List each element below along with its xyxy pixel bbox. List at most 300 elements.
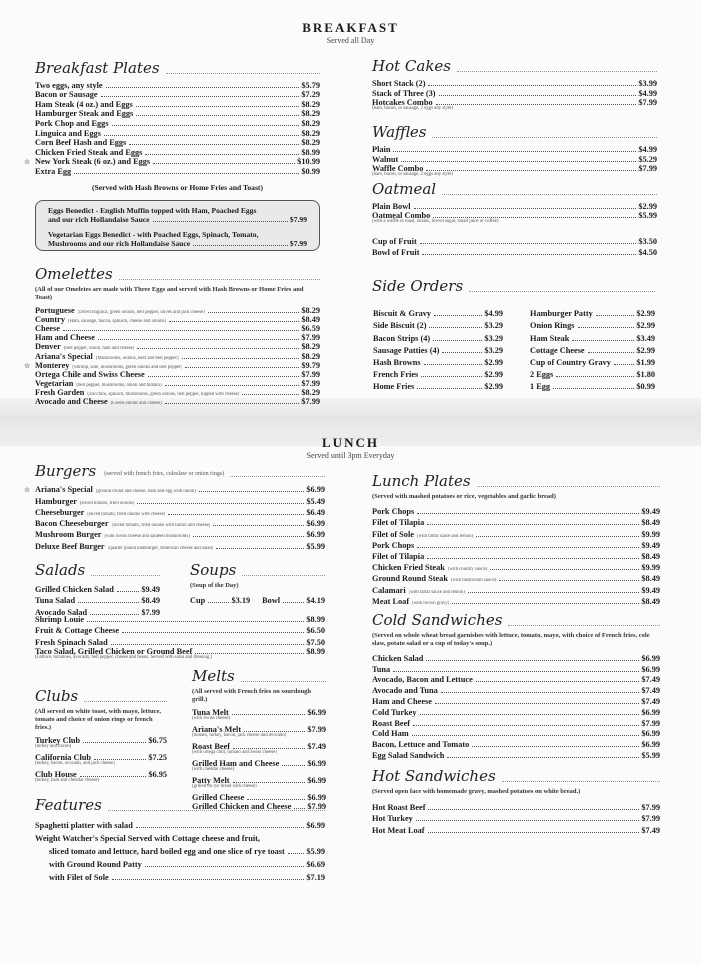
menu-item <box>372 684 660 695</box>
menu-item <box>35 494 325 505</box>
menu-item-name: Cheese <box>35 324 60 334</box>
leader-dots <box>424 364 483 365</box>
menu-item-name: Hamburger Steak and Eggs <box>35 109 134 119</box>
leader-dots <box>216 548 304 549</box>
menu-item-price: $8.49 <box>641 574 660 584</box>
menu-item-name: Filet of Tilapia <box>372 551 425 561</box>
menu-item-price: $8.99 <box>301 147 320 157</box>
menu-item-name: Cottage Cheese <box>530 345 585 355</box>
menu-item-price: $6.99 <box>306 519 325 529</box>
menu-item-name: Short Stack (2) <box>372 79 426 88</box>
title-rule <box>241 681 326 682</box>
menu-item <box>35 324 320 333</box>
menu-item <box>373 343 503 355</box>
leader-dots <box>556 376 634 377</box>
menu-item-description: (with Swiss cheese) <box>192 716 231 721</box>
menu-item <box>35 528 325 539</box>
leader-dots <box>112 879 305 880</box>
menu-item-description: (tomato, turkey, bacon, jack cheese and avocado) <box>192 733 287 738</box>
section-title-text: Side Orders <box>372 277 464 295</box>
menu-item-description: (with tartar sauce and lemon) <box>408 589 465 595</box>
menu-item-name: Linguica and Eggs <box>35 128 101 138</box>
section-title-text: Hot Sandwiches <box>372 767 496 785</box>
menu-item-name: Fresh Spinach Salad <box>35 637 108 647</box>
menu-item-name: Tuna Melt <box>192 708 229 717</box>
menu-item <box>24 483 325 495</box>
menu-item <box>372 235 657 246</box>
menu-item <box>530 343 655 355</box>
menu-item-price: $9.49 <box>641 585 660 595</box>
section-hot-sandwiches <box>372 768 660 835</box>
menu-item-name: Mushrooms and our rich Hollandaise Sauce <box>48 239 191 248</box>
section-title-text: Waffles <box>372 123 427 141</box>
section-title-text: Hot Cakes <box>372 57 451 75</box>
menu-item-price: $7.99 <box>641 814 660 824</box>
menu-item-description: (Ham, sausage, bacon, spinach, cheese and onions) <box>67 319 167 325</box>
menu-item-name: Bacon Cheeseburger <box>35 519 109 529</box>
menu-item-price: $8.29 <box>301 118 320 128</box>
menu-item <box>35 856 325 869</box>
section-fruit <box>372 235 657 257</box>
section-note: (Served on whole wheat bread garnishes with lettuce, tomato, mayo, with choice of French fries, cole slaw, potato salad or a cup of today's soup.) <box>372 632 650 647</box>
menu-item <box>373 367 503 379</box>
menu-item-name: Cup <box>190 596 206 605</box>
menu-item <box>372 505 660 516</box>
menu-item-name: Roast Beef <box>372 718 411 728</box>
menu-item <box>35 379 320 388</box>
menu-item-price: $3.50 <box>638 237 657 246</box>
menu-item-price: $5.49 <box>306 496 325 506</box>
menu-item-price: $6.50 <box>306 626 325 635</box>
menu-item <box>192 708 326 717</box>
menu-item <box>372 572 660 583</box>
menu-item-description: (Lettuce, tomatoes, avocado, bell pepper, cheese and beans. Served with salsa and dressing.) <box>35 654 213 660</box>
leader-dots <box>413 725 639 726</box>
menu-item-name: Cheeseburger <box>35 507 85 517</box>
menu-item-price: $10.99 <box>297 157 320 167</box>
menu-item-price: $8.29 <box>301 306 320 316</box>
menu-item <box>35 843 325 856</box>
section-omelettes <box>24 265 320 407</box>
menu-item-name: Ortega Chile and Swiss Cheese <box>35 369 145 379</box>
leader-dots <box>199 491 304 492</box>
breakfast-subtitle: Served all Day <box>326 36 375 45</box>
menu-item-price: $7.99 <box>641 718 660 728</box>
section-features <box>35 797 325 882</box>
menu-item-name: Two eggs, any style <box>35 80 103 90</box>
menu-item <box>48 215 307 224</box>
menu-item-name: Avocado and Cheese <box>35 397 108 407</box>
menu-item <box>372 812 660 824</box>
section-clubs <box>35 688 167 787</box>
menu-item-price: $6.99 <box>307 759 326 768</box>
menu-item-name: Bacon Strips (4) <box>373 333 431 343</box>
menu-item <box>35 582 160 594</box>
leader-dots <box>233 748 305 749</box>
menu-item-name: Ham and Cheese <box>35 333 95 343</box>
menu-item-name: Home Fries <box>373 382 415 392</box>
menu-item <box>373 355 503 367</box>
menu-item-price: $3.29 <box>484 321 503 331</box>
menu-item-price: $3.29 <box>484 333 503 343</box>
menu-item-name: Weight Watcher's Special Served with Cottage cheese and fruit, <box>35 834 260 843</box>
menu-item-name: Monterey <box>35 360 70 370</box>
leader-dots <box>447 757 639 758</box>
menu-item <box>372 749 660 760</box>
menu-item-name: Grilled Ham and Cheese <box>192 759 280 768</box>
menu-item <box>530 367 655 379</box>
leader-dots <box>137 503 304 504</box>
leader-dots <box>193 536 304 537</box>
menu-item-name: Spaghetti platter with salad <box>35 821 133 830</box>
menu-item <box>35 128 320 138</box>
section-title <box>35 60 320 77</box>
menu-item-name: Ham and Cheese <box>372 696 432 706</box>
leader-dots <box>98 339 299 340</box>
title-rule <box>119 279 320 280</box>
menu-item <box>372 652 660 663</box>
menu-item <box>35 612 325 624</box>
section-title <box>35 463 325 480</box>
lunch-title: LUNCH <box>322 435 379 450</box>
menu-item-description: (with Swiss cheese and sauteed mushrooms) <box>104 534 190 540</box>
leader-dots <box>427 558 639 559</box>
menu-item-price: $2.99 <box>636 321 655 331</box>
leader-dots <box>441 692 640 693</box>
leader-dots <box>429 327 482 328</box>
menu-item-price: $9.99 <box>641 529 660 539</box>
menu-item-name: Hotcakes Combo <box>372 98 433 107</box>
menu-item-name: Vegetarian Eggs Benedict - with Poached Eggs, Spinach, Tomato, <box>48 230 259 239</box>
menu-item-name: Sausage Patties (4) <box>373 345 440 355</box>
menu-item-name: Ariana's Melt <box>192 725 242 734</box>
leader-dots <box>153 163 295 164</box>
menu-item <box>372 663 660 674</box>
leader-dots <box>137 348 299 349</box>
section-title-note: (served with french fries, coleslaw or onion rings) <box>104 471 225 477</box>
menu-item-name: Deluxe Beef Burger <box>35 541 105 551</box>
menu-item-description: (with a waffle or toast, raisins, brown sugar, small juice or coffee) <box>372 219 499 224</box>
menu-item-price: $6.99 <box>307 793 326 802</box>
menu-item-price: $8.49 <box>301 315 320 325</box>
leader-dots <box>428 85 636 86</box>
menu-item-name: Pork Chop and Eggs <box>35 118 109 128</box>
menu-item-name: Oatmeal Combo <box>372 211 431 220</box>
menu-item <box>35 138 320 148</box>
menu-item-name: Hot Roast Beef <box>372 802 426 812</box>
menu-item-description: (with brown gravy) <box>412 600 450 606</box>
menu-item-name: Denver <box>35 342 61 352</box>
menu-item <box>530 306 655 318</box>
leader-dots <box>426 660 639 661</box>
menu-item-description: (Shrimp, sole, mushrooms, green onions and bell pepper) <box>72 364 183 370</box>
menu-item-price: $7.99 <box>289 215 307 224</box>
menu-item-description: (quarter pound hamburger, American cheese and salad) <box>107 545 214 551</box>
menu-item-name: Bowl <box>262 596 281 605</box>
menu-item-name: Calamari <box>372 585 406 595</box>
menu-item-price: $6.99 <box>307 776 326 785</box>
menu-item-price: $3.99 <box>638 79 657 88</box>
menu-item-price: $4.99 <box>484 309 503 319</box>
menu-item-name: Ham Steak (4 oz.) and Eggs <box>35 99 133 109</box>
menu-item-name: Walnut <box>372 155 399 164</box>
menu-item-price: $9.99 <box>641 563 660 573</box>
menu-item <box>192 725 326 734</box>
leader-dots <box>499 580 639 581</box>
menu-item-price: $7.49 <box>641 696 660 706</box>
menu-item-name: Ham Steak <box>530 333 570 343</box>
leader-dots <box>182 358 300 359</box>
section-burgers <box>24 462 325 551</box>
menu-item <box>373 379 503 391</box>
menu-item-name: Pork Chops <box>372 540 415 550</box>
menu-item-price: $2.99 <box>638 202 657 211</box>
menu-item-name: Ariana's Special <box>35 351 93 361</box>
menu-item <box>35 594 160 606</box>
menu-item <box>35 539 325 550</box>
menu-item-description: (ham, bacon, or sausage, 2 eggs any style) <box>372 172 453 177</box>
title-rule <box>508 625 660 626</box>
menu-item-price: $7.99 <box>289 239 307 248</box>
title-rule <box>242 575 325 576</box>
section-title-text: Features <box>35 796 102 814</box>
menu-item-price: $8.29 <box>301 128 320 138</box>
section-title-text: Melts <box>192 667 235 685</box>
menu-item-name: Hot Meat Loaf <box>372 825 425 835</box>
leader-dots <box>185 367 299 368</box>
menu-item-price: $7.99 <box>301 397 320 407</box>
menu-item-price: $7.99 <box>638 164 657 173</box>
menu-item-name: with Filet of Sole <box>49 873 109 882</box>
menu-item-price: $2.99 <box>484 357 503 367</box>
leader-dots <box>282 765 305 766</box>
menu-item-price: $7.19 <box>306 873 325 882</box>
section-title-text: Clubs <box>35 687 79 705</box>
menu-item-price: $0.99 <box>636 382 655 392</box>
leader-dots <box>193 245 288 246</box>
menu-item-price: $7.99 <box>638 98 657 107</box>
leader-dots <box>111 644 305 645</box>
menu-item-name: Hamburger <box>35 496 77 506</box>
menu-item-name: Egg Salad Sandwich <box>372 750 445 760</box>
menu-item-name: Extra Egg <box>35 166 72 176</box>
menu-item-price: $6.99 <box>307 708 326 717</box>
leader-dots <box>596 315 635 316</box>
menu-item-name: Mushroom Burger <box>35 530 102 540</box>
menu-item <box>35 647 325 656</box>
menu-item-name: Plain <box>372 145 391 154</box>
section-note: (Soup of the Day) <box>190 582 239 589</box>
menu-item-description: (bell pepper, onion, ham and cheese) <box>63 346 135 352</box>
menu-item <box>372 717 660 728</box>
menu-item <box>192 742 326 751</box>
lunch-subtitle: Served until 3pm Everyday <box>306 451 395 460</box>
menu-item-price: $6.99 <box>306 485 325 495</box>
menu-item-name: Ariana's Special <box>35 485 93 495</box>
leader-dots <box>168 514 304 515</box>
section-title <box>35 688 167 705</box>
menu-item <box>35 333 320 342</box>
menu-item-name: Turkey Club <box>35 736 81 745</box>
menu-item-name: with Ground Round Patty <box>49 860 142 869</box>
leader-dots <box>195 653 304 654</box>
menu-item-price: $8.29 <box>301 387 320 397</box>
title-rule <box>457 71 657 72</box>
menu-item-name: Fresh Garden <box>35 387 85 397</box>
leader-dots <box>393 671 639 672</box>
leader-dots <box>136 115 299 116</box>
menu-item-name: Patty Melt <box>192 776 230 785</box>
leader-dots <box>288 853 305 854</box>
menu-item <box>530 318 655 330</box>
menu-item-name: Cup of Country Gravy <box>530 357 611 367</box>
menu-item-description: (sliced tomato, fried onions with cheese) <box>87 511 166 517</box>
leader-dots <box>393 151 636 152</box>
menu-item-price: $6.59 <box>301 324 320 334</box>
menu-item-name: Plain Bowl <box>372 202 411 211</box>
menu-item-name: Roast Beef <box>192 742 231 751</box>
menu-item-price: $6.69 <box>306 860 325 869</box>
menu-item-name: sliced tomato and lettuce, hard boiled egg and one slice of rye toast <box>49 847 285 856</box>
menu-item <box>35 118 320 128</box>
menu-item-price: $6.99 <box>641 664 660 674</box>
leader-dots <box>421 376 482 377</box>
menu-item <box>35 370 320 379</box>
leader-dots <box>148 376 300 377</box>
lunch-header <box>0 435 701 460</box>
menu-item-price: $5.99 <box>638 211 657 220</box>
leader-dots <box>417 547 639 548</box>
leader-dots <box>87 621 304 622</box>
menu-item-name: Hash Browns <box>373 357 421 367</box>
leader-dots <box>244 731 305 732</box>
menu-item <box>373 318 503 330</box>
leader-dots <box>208 312 300 313</box>
menu-item <box>35 306 320 315</box>
menu-item-price: $8.29 <box>301 351 320 361</box>
section-title <box>372 124 657 141</box>
menu-item-price: $4.19 <box>306 596 325 605</box>
menu-item-price: $6.99 <box>641 729 660 739</box>
section-title-text: Breakfast Plates <box>35 59 160 77</box>
leader-dots <box>165 385 300 386</box>
menu-item-name: 2 Eggs <box>530 370 554 380</box>
leader-dots <box>232 714 306 715</box>
leader-dots <box>420 243 637 244</box>
leader-dots <box>416 820 640 821</box>
menu-item <box>372 728 660 739</box>
leader-dots <box>427 524 639 525</box>
section-title-text: Cold Sandwiches <box>372 611 503 629</box>
menu-item-name: Eggs Benedict - English Muffin topped with Ham, Poached Eggs <box>48 206 257 215</box>
section-title <box>372 181 657 198</box>
menu-item-price: $2.99 <box>484 370 503 380</box>
menu-item <box>35 342 320 351</box>
section-title <box>372 612 660 629</box>
menu-item-name: Meat Loaf <box>372 596 410 606</box>
leader-dots <box>435 703 639 704</box>
menu-item-name: Biscuit & Gravy <box>373 309 432 319</box>
menu-item <box>35 388 320 397</box>
leader-dots <box>476 681 640 682</box>
menu-item <box>372 595 660 606</box>
menu-item <box>372 695 660 706</box>
leader-dots <box>490 569 639 570</box>
menu-item-price: $7.99 <box>641 802 660 812</box>
leader-dots <box>165 403 300 404</box>
menu-item <box>192 776 326 785</box>
leader-dots <box>414 208 637 209</box>
menu-item-name: 1 Egg <box>530 382 551 392</box>
menu-item <box>35 315 320 324</box>
menu-item-price: $3.49 <box>636 333 655 343</box>
menu-item <box>372 800 660 812</box>
section-hot-cakes <box>372 58 657 117</box>
menu-item-price: $7.25 <box>148 753 167 762</box>
menu-item-description: (sliced tomato, fried onions) <box>79 500 135 506</box>
menu-item-price: $7.99 <box>301 378 320 388</box>
menu-item-description: (grilled on rye bread with cheese) <box>192 784 257 789</box>
title-rule <box>502 781 660 782</box>
title-rule <box>469 291 655 292</box>
title-rule <box>432 137 657 138</box>
menu-item-price: $6.95 <box>148 770 167 779</box>
menu-item-price: $8.49 <box>141 596 160 605</box>
leader-dots <box>428 832 640 833</box>
leader-dots <box>74 173 299 174</box>
leader-dots <box>242 394 299 395</box>
leader-dots <box>401 161 636 162</box>
menu-item-price: $8.99 <box>306 646 325 656</box>
leader-dots <box>433 340 482 341</box>
menu-item <box>530 355 655 367</box>
leader-dots <box>434 315 482 316</box>
menu-item-price: $7.99 <box>307 802 326 811</box>
menu-item-price: $9.49 <box>641 507 660 517</box>
menu-item-price: $6.99 <box>641 653 660 663</box>
menu-item-description: (Zucchini, spinach, mushrooms, green onions, bell pepper, topped with cheese) <box>87 391 240 397</box>
menu-item <box>372 738 660 749</box>
menu-item-name: Bowl of Fruit <box>372 248 420 257</box>
menu-item <box>372 88 657 98</box>
section-breakfast-plates <box>24 59 320 192</box>
menu-item <box>35 109 320 119</box>
menu-item-price: $7.50 <box>306 637 325 647</box>
leader-dots <box>233 782 306 783</box>
menu-item-price: $5.99 <box>306 847 325 856</box>
leader-dots <box>553 388 634 389</box>
star-icon: ☆ <box>24 361 31 370</box>
menu-item-name: Ground Round Steak <box>372 574 448 584</box>
menu-item-price: $6.75 <box>148 736 167 745</box>
menu-item-price: $8.29 <box>301 99 320 109</box>
section-note: (All served on white toast, with mayo, lettuce, tomato and choice of onion rings or french fries.) <box>35 708 162 731</box>
menu-item-price: $1.80 <box>636 370 655 380</box>
menu-item <box>372 706 660 717</box>
title-rule <box>108 810 325 811</box>
menu-item <box>48 239 307 248</box>
leader-dots <box>112 125 300 126</box>
menu-item-name: Country <box>35 315 65 325</box>
leader-dots <box>213 525 304 526</box>
menu-item-price: $6.99 <box>306 530 325 540</box>
menu-item-price: $8.99 <box>306 614 325 624</box>
menu-item-name: Tuna <box>372 664 391 674</box>
section-title <box>372 768 660 785</box>
menu-item <box>530 330 655 342</box>
leader-dots <box>412 735 640 736</box>
menu-item-price: $2.99 <box>636 345 655 355</box>
